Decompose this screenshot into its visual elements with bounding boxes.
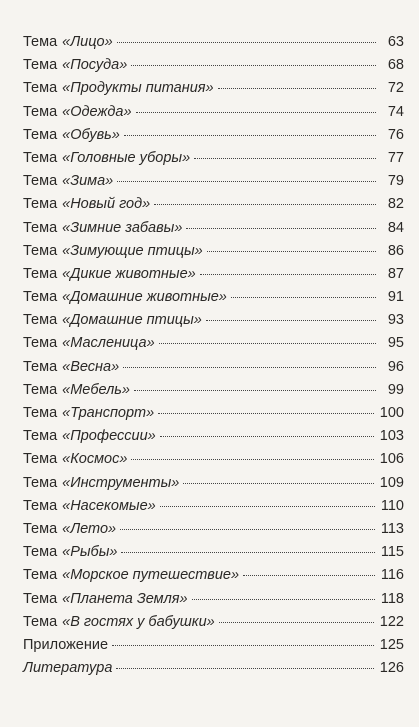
dot-leader — [194, 158, 376, 159]
toc-entry-topic: Литература — [23, 660, 113, 677]
toc-entry-prefix: Тема — [23, 312, 58, 329]
toc-entry-topic: «Лето» — [62, 520, 117, 537]
toc-entry — [23, 196, 404, 219]
toc-entry-prefix: Тема — [23, 405, 58, 421]
toc-entry-topic: «Домашние животные» — [62, 289, 227, 306]
toc-entry — [23, 405, 404, 428]
toc-entry — [23, 127, 404, 150]
toc-entry-page-number: 106 — [379, 451, 404, 468]
toc-entry-label — [23, 80, 214, 96]
toc-entry — [23, 359, 404, 382]
toc-entry-label — [23, 405, 154, 421]
toc-entry-page-number: 74 — [387, 103, 404, 120]
toc-entry-prefix: Тема — [23, 613, 58, 630]
toc-entry-topic: «Насекомые» — [62, 497, 156, 514]
dot-leader — [183, 483, 373, 484]
dot-leader — [160, 506, 375, 507]
toc-entry — [23, 104, 404, 127]
toc-entry-page-number: 109 — [379, 474, 404, 491]
toc-entry — [23, 289, 404, 312]
toc-entry-label — [23, 173, 113, 189]
toc-entry — [23, 57, 404, 80]
toc-entry-label — [23, 335, 155, 351]
dot-leader — [218, 88, 376, 89]
toc-entry-prefix: Тема — [23, 590, 58, 607]
toc-entry-topic: «Головные уборы» — [62, 149, 191, 166]
toc-entry-topic: «Профессии» — [62, 428, 156, 445]
toc-entry-prefix: Тема — [23, 474, 58, 491]
toc-entry-page-number: 110 — [380, 497, 404, 514]
toc-entry-label — [23, 591, 188, 607]
dot-leader — [116, 668, 373, 669]
toc-entry — [23, 544, 404, 567]
toc-entry-prefix: Тема — [23, 173, 58, 190]
toc-entry-topic: «Посуда» — [62, 57, 128, 74]
toc-entry-topic: «Транспорт» — [62, 405, 155, 421]
dot-leader — [120, 529, 375, 530]
toc-entry — [23, 614, 404, 637]
dot-leader — [131, 65, 376, 66]
toc-entry — [23, 521, 404, 544]
toc-entry-topic: «Лицо» — [62, 34, 113, 50]
table-of-contents — [23, 34, 404, 683]
dot-leader — [124, 135, 376, 136]
toc-entry-label — [23, 150, 190, 166]
toc-entry-topic: «Весна» — [62, 358, 120, 375]
toc-entry-page-number: 84 — [387, 219, 404, 236]
toc-entry — [23, 266, 404, 289]
toc-entry-topic: «Масленица» — [62, 335, 155, 352]
toc-entry-page-number: 116 — [380, 567, 404, 584]
toc-entry — [23, 335, 404, 358]
toc-entry — [23, 498, 404, 521]
dot-leader — [117, 42, 376, 43]
toc-entry-page-number: 126 — [379, 660, 404, 677]
toc-entry-topic: «Одежда» — [62, 103, 132, 120]
toc-entry — [23, 428, 404, 451]
toc-entry-label — [23, 57, 127, 73]
toc-entry-prefix: Тема — [23, 451, 58, 468]
toc-entry-topic: «Морское путешествие» — [62, 567, 240, 584]
toc-entry-label — [23, 451, 127, 467]
toc-entry-prefix: Тема — [23, 381, 58, 398]
toc-entry-topic: «Рыбы» — [62, 544, 118, 561]
toc-entry-page-number: 68 — [387, 57, 404, 74]
toc-entry-label — [23, 382, 130, 398]
dot-leader — [112, 645, 374, 646]
toc-entry-label — [23, 196, 150, 212]
dot-leader — [219, 622, 374, 623]
toc-entry-topic: «Зима» — [62, 173, 114, 190]
toc-entry-label — [23, 521, 116, 537]
dot-leader — [231, 297, 376, 298]
toc-entry — [23, 312, 404, 335]
toc-entry-prefix: Тема — [23, 80, 58, 97]
toc-entry-topic: «Планета Земля» — [62, 590, 188, 607]
toc-entry-label — [23, 220, 182, 236]
toc-entry-prefix: Тема — [23, 520, 58, 537]
toc-entry-prefix: Тема — [23, 34, 58, 50]
dot-leader — [192, 599, 375, 600]
toc-entry-page-number: 72 — [387, 80, 404, 97]
toc-entry-prefix: Тема — [23, 242, 58, 259]
toc-entry-page-number: 99 — [387, 381, 404, 398]
toc-entry-prefix: Тема — [23, 57, 58, 74]
toc-entry-page-number: 87 — [387, 265, 404, 282]
toc-entry-topic: «Домашние птицы» — [62, 312, 202, 329]
toc-entry-prefix: Тема — [23, 335, 58, 352]
dot-leader — [158, 413, 374, 414]
toc-entry — [23, 660, 404, 683]
toc-entry-page-number: 86 — [387, 242, 404, 259]
dot-leader — [117, 181, 376, 182]
toc-entry-prefix: Тема — [23, 358, 58, 375]
toc-entry-prefix: Тема — [23, 126, 58, 143]
toc-entry-topic: «Дикие животные» — [62, 265, 196, 282]
dot-leader — [243, 575, 375, 576]
toc-entry-prefix: Тема — [23, 219, 58, 236]
toc-entry-page-number: 79 — [387, 173, 404, 190]
toc-entry-prefix: Тема — [23, 103, 58, 120]
toc-entry — [23, 220, 404, 243]
dot-leader — [200, 274, 376, 275]
toc-entry-page-number: 115 — [380, 544, 404, 561]
toc-entry-page-number: 91 — [387, 289, 404, 306]
dot-leader — [134, 390, 376, 391]
toc-entry-topic: «Мебель» — [62, 381, 130, 398]
dot-leader — [121, 552, 374, 553]
dot-leader — [160, 436, 374, 437]
toc-entry-label — [23, 312, 202, 328]
toc-entry-prefix: Тема — [23, 497, 58, 514]
toc-entry-prefix: Тема — [23, 289, 58, 306]
toc-entry-label — [23, 243, 203, 259]
toc-entry — [23, 243, 404, 266]
toc-entry-label — [23, 475, 179, 491]
toc-entry-page-number: 125 — [379, 636, 404, 653]
toc-entry-prefix: Тема — [23, 149, 58, 166]
dot-leader — [159, 343, 376, 344]
toc-entry-page-number: 93 — [387, 312, 404, 329]
toc-entry — [23, 150, 404, 173]
toc-entry-topic: «Космос» — [62, 451, 128, 468]
toc-entry-prefix: Тема — [23, 428, 58, 445]
toc-entry — [23, 451, 404, 474]
toc-entry-label — [23, 567, 239, 583]
toc-entry-page-number: 82 — [387, 196, 404, 213]
dot-leader — [206, 320, 376, 321]
toc-entry-label — [23, 660, 112, 676]
toc-entry-topic: «Инструменты» — [62, 474, 180, 491]
toc-entry-page-number: 122 — [379, 613, 404, 630]
toc-entry — [23, 173, 404, 196]
toc-entry-prefix: Тема — [23, 265, 58, 282]
toc-entry-topic: «Обувь» — [62, 126, 120, 143]
toc-entry-page-number: 113 — [380, 520, 404, 537]
toc-entry-page-number: 96 — [387, 358, 404, 375]
toc-entry-label — [23, 127, 120, 143]
toc-entry-prefix: Тема — [23, 544, 58, 561]
toc-entry-page-number: 100 — [379, 405, 404, 421]
toc-entry — [23, 591, 404, 614]
toc-entry-label — [23, 498, 156, 514]
toc-entry-label — [23, 637, 108, 653]
dot-leader — [123, 367, 376, 368]
toc-entry — [23, 80, 404, 103]
toc-entry-label — [23, 266, 196, 282]
dot-leader — [131, 459, 373, 460]
toc-entry-topic: «Зимние забавы» — [62, 219, 183, 236]
toc-entry-prefix: Тема — [23, 196, 58, 213]
toc-entry-topic: «Продукты питания» — [62, 80, 214, 97]
toc-entry-page-number: 63 — [387, 34, 404, 50]
dot-leader — [207, 251, 376, 252]
toc-entry-page-number: 76 — [387, 126, 404, 143]
dot-leader — [136, 112, 376, 113]
toc-entry-prefix: Тема — [23, 567, 58, 584]
toc-entry — [23, 475, 404, 498]
toc-entry — [23, 382, 404, 405]
toc-entry-label — [23, 614, 215, 630]
toc-entry — [23, 567, 404, 590]
toc-entry — [23, 34, 404, 57]
toc-entry-label — [23, 104, 132, 120]
dot-leader — [186, 228, 376, 229]
toc-entry-page-number: 77 — [387, 149, 404, 166]
toc-entry-topic: Приложение — [23, 636, 109, 653]
toc-entry — [23, 637, 404, 660]
toc-entry-label — [23, 359, 119, 375]
toc-entry-topic: «В гостях у бабушки» — [62, 613, 215, 630]
toc-entry-topic: «Новый год» — [62, 196, 151, 213]
toc-entry-label — [23, 428, 156, 444]
toc-entry-topic: «Зимующие птицы» — [62, 242, 203, 259]
toc-entry-label — [23, 544, 117, 560]
toc-entry-page-number: 103 — [379, 428, 404, 445]
dot-leader — [154, 204, 376, 205]
toc-entry-label — [23, 34, 113, 50]
toc-entry-page-number: 95 — [387, 335, 404, 352]
toc-entry-label — [23, 289, 227, 305]
toc-entry-page-number: 118 — [380, 590, 404, 607]
